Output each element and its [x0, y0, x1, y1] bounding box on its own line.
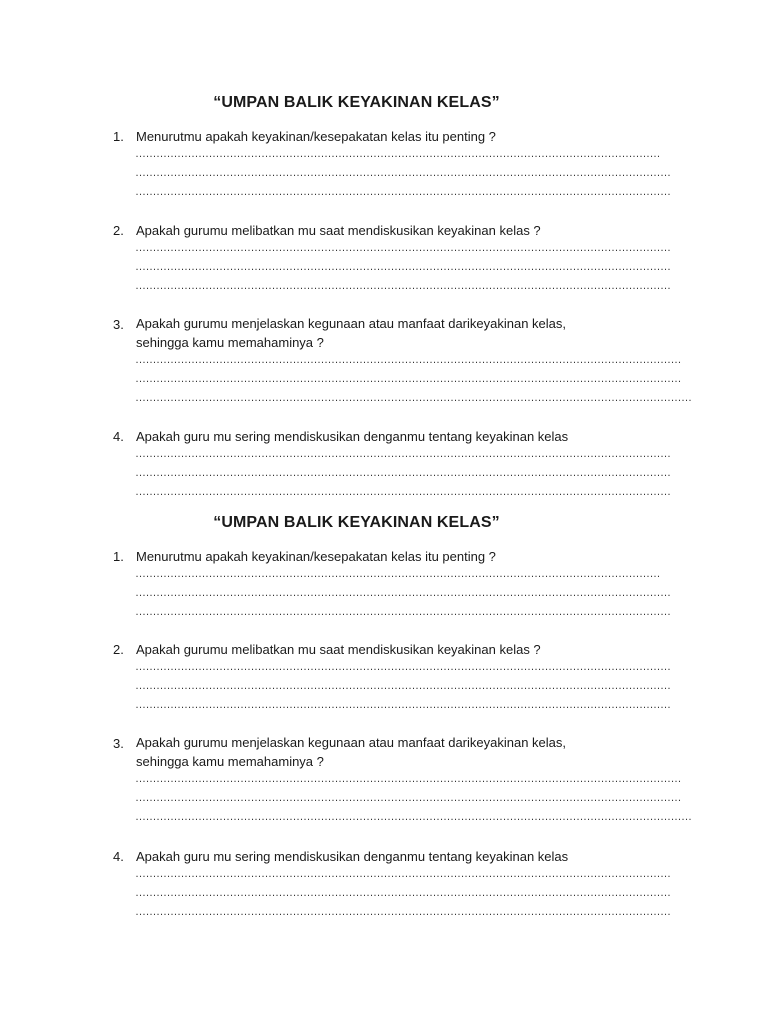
answer-line[interactable]: ………………………………………………………………………………………………………………………………………… [135, 354, 681, 366]
answer-line[interactable]: ……………………………………………………………………………………………………………………………………… [135, 606, 671, 618]
answer-line[interactable]: ……………………………………………………………………………………………………………………………………… [135, 906, 671, 918]
answer-line[interactable]: …………………………………………………………………………………………………………………………………………… [135, 811, 692, 823]
answer-line[interactable]: ……………………………………………………………………………………………………………………………………… [135, 587, 671, 599]
question-text: Menurutmu apakah keyakinan/kesepakatan kelas itu penting ? [136, 129, 496, 144]
answer-line[interactable]: ………………………………………………………………………………………………………………………………………… [135, 373, 681, 385]
question-text: Apakah guru mu sering mendiskusikan denganmu tentang keyakinan kelas [136, 849, 569, 864]
answer-lines [135, 865, 671, 922]
answer-line[interactable]: ……………………………………………………………………………………………………………………………………… [135, 167, 671, 179]
question-number: 4. [113, 849, 124, 864]
answer-line[interactable]: ………………………………………………………………………………………………………………………………………… [135, 792, 681, 804]
question-text: Apakah gurumu melibatkan mu saat mendiskusikan keyakinan kelas ? [136, 642, 541, 657]
answer-line[interactable]: ………………………………………………………………………………………………………………………………………… [135, 773, 681, 785]
answer-lines [135, 239, 671, 296]
answer-line[interactable]: ……………………………………………………………………………………………………………………………………… [135, 448, 671, 460]
question-number: 4. [113, 429, 124, 444]
answer-lines [135, 770, 692, 827]
answer-line[interactable]: ……………………………………………………………………………………………………………………………………… [135, 280, 671, 292]
answer-line[interactable]: ……………………………………………………………………………………………………………………………………… [135, 887, 671, 899]
answer-line[interactable]: …………………………………………………………………………………………………………………………………… [135, 148, 660, 160]
question-number: 2. [113, 642, 124, 657]
answer-line[interactable]: ……………………………………………………………………………………………………………………………………… [135, 242, 671, 254]
answer-line[interactable]: …………………………………………………………………………………………………………………………………………… [135, 392, 692, 404]
question-text: Apakah guru mu sering mendiskusikan denganmu tentang keyakinan kelas [136, 429, 569, 444]
question-number: 1. [113, 129, 124, 144]
worksheet-title: “UMPAN BALIK KEYAKINAN KELAS” [213, 514, 500, 531]
question-text: Apakah gurumu menjelaskan kegunaan atau manfaat darikeyakinan kelas, sehingga kamu memahaminya ? [136, 316, 566, 350]
question-number: 1. [113, 549, 124, 564]
question-number: 3. [113, 317, 124, 332]
question-text: Apakah gurumu melibatkan mu saat mendiskusikan keyakinan kelas ? [136, 223, 541, 238]
worksheet-title: “UMPAN BALIK KEYAKINAN KELAS” [213, 94, 500, 111]
question-number: 2. [113, 223, 124, 238]
answer-line[interactable]: ……………………………………………………………………………………………………………………………………… [135, 186, 671, 198]
answer-line[interactable]: ……………………………………………………………………………………………………………………………………… [135, 467, 671, 479]
answer-line[interactable]: ……………………………………………………………………………………………………………………………………… [135, 661, 671, 673]
answer-line[interactable]: ……………………………………………………………………………………………………………………………………… [135, 868, 671, 880]
answer-line[interactable]: ……………………………………………………………………………………………………………………………………… [135, 680, 671, 692]
answer-lines [135, 445, 671, 502]
answer-line[interactable]: ……………………………………………………………………………………………………………………………………… [135, 699, 671, 711]
answer-lines [135, 145, 671, 202]
question-number: 3. [113, 736, 124, 751]
question-text: Apakah gurumu menjelaskan kegunaan atau manfaat darikeyakinan kelas, sehingga kamu memahaminya ? [136, 735, 566, 769]
question-text: Menurutmu apakah keyakinan/kesepakatan kelas itu penting ? [136, 549, 496, 564]
answer-lines [135, 565, 671, 622]
answer-line[interactable]: …………………………………………………………………………………………………………………………………… [135, 568, 660, 580]
answer-lines [135, 351, 692, 408]
answer-line[interactable]: ……………………………………………………………………………………………………………………………………… [135, 261, 671, 273]
answer-lines [135, 658, 671, 715]
answer-line[interactable]: ……………………………………………………………………………………………………………………………………… [135, 486, 671, 498]
